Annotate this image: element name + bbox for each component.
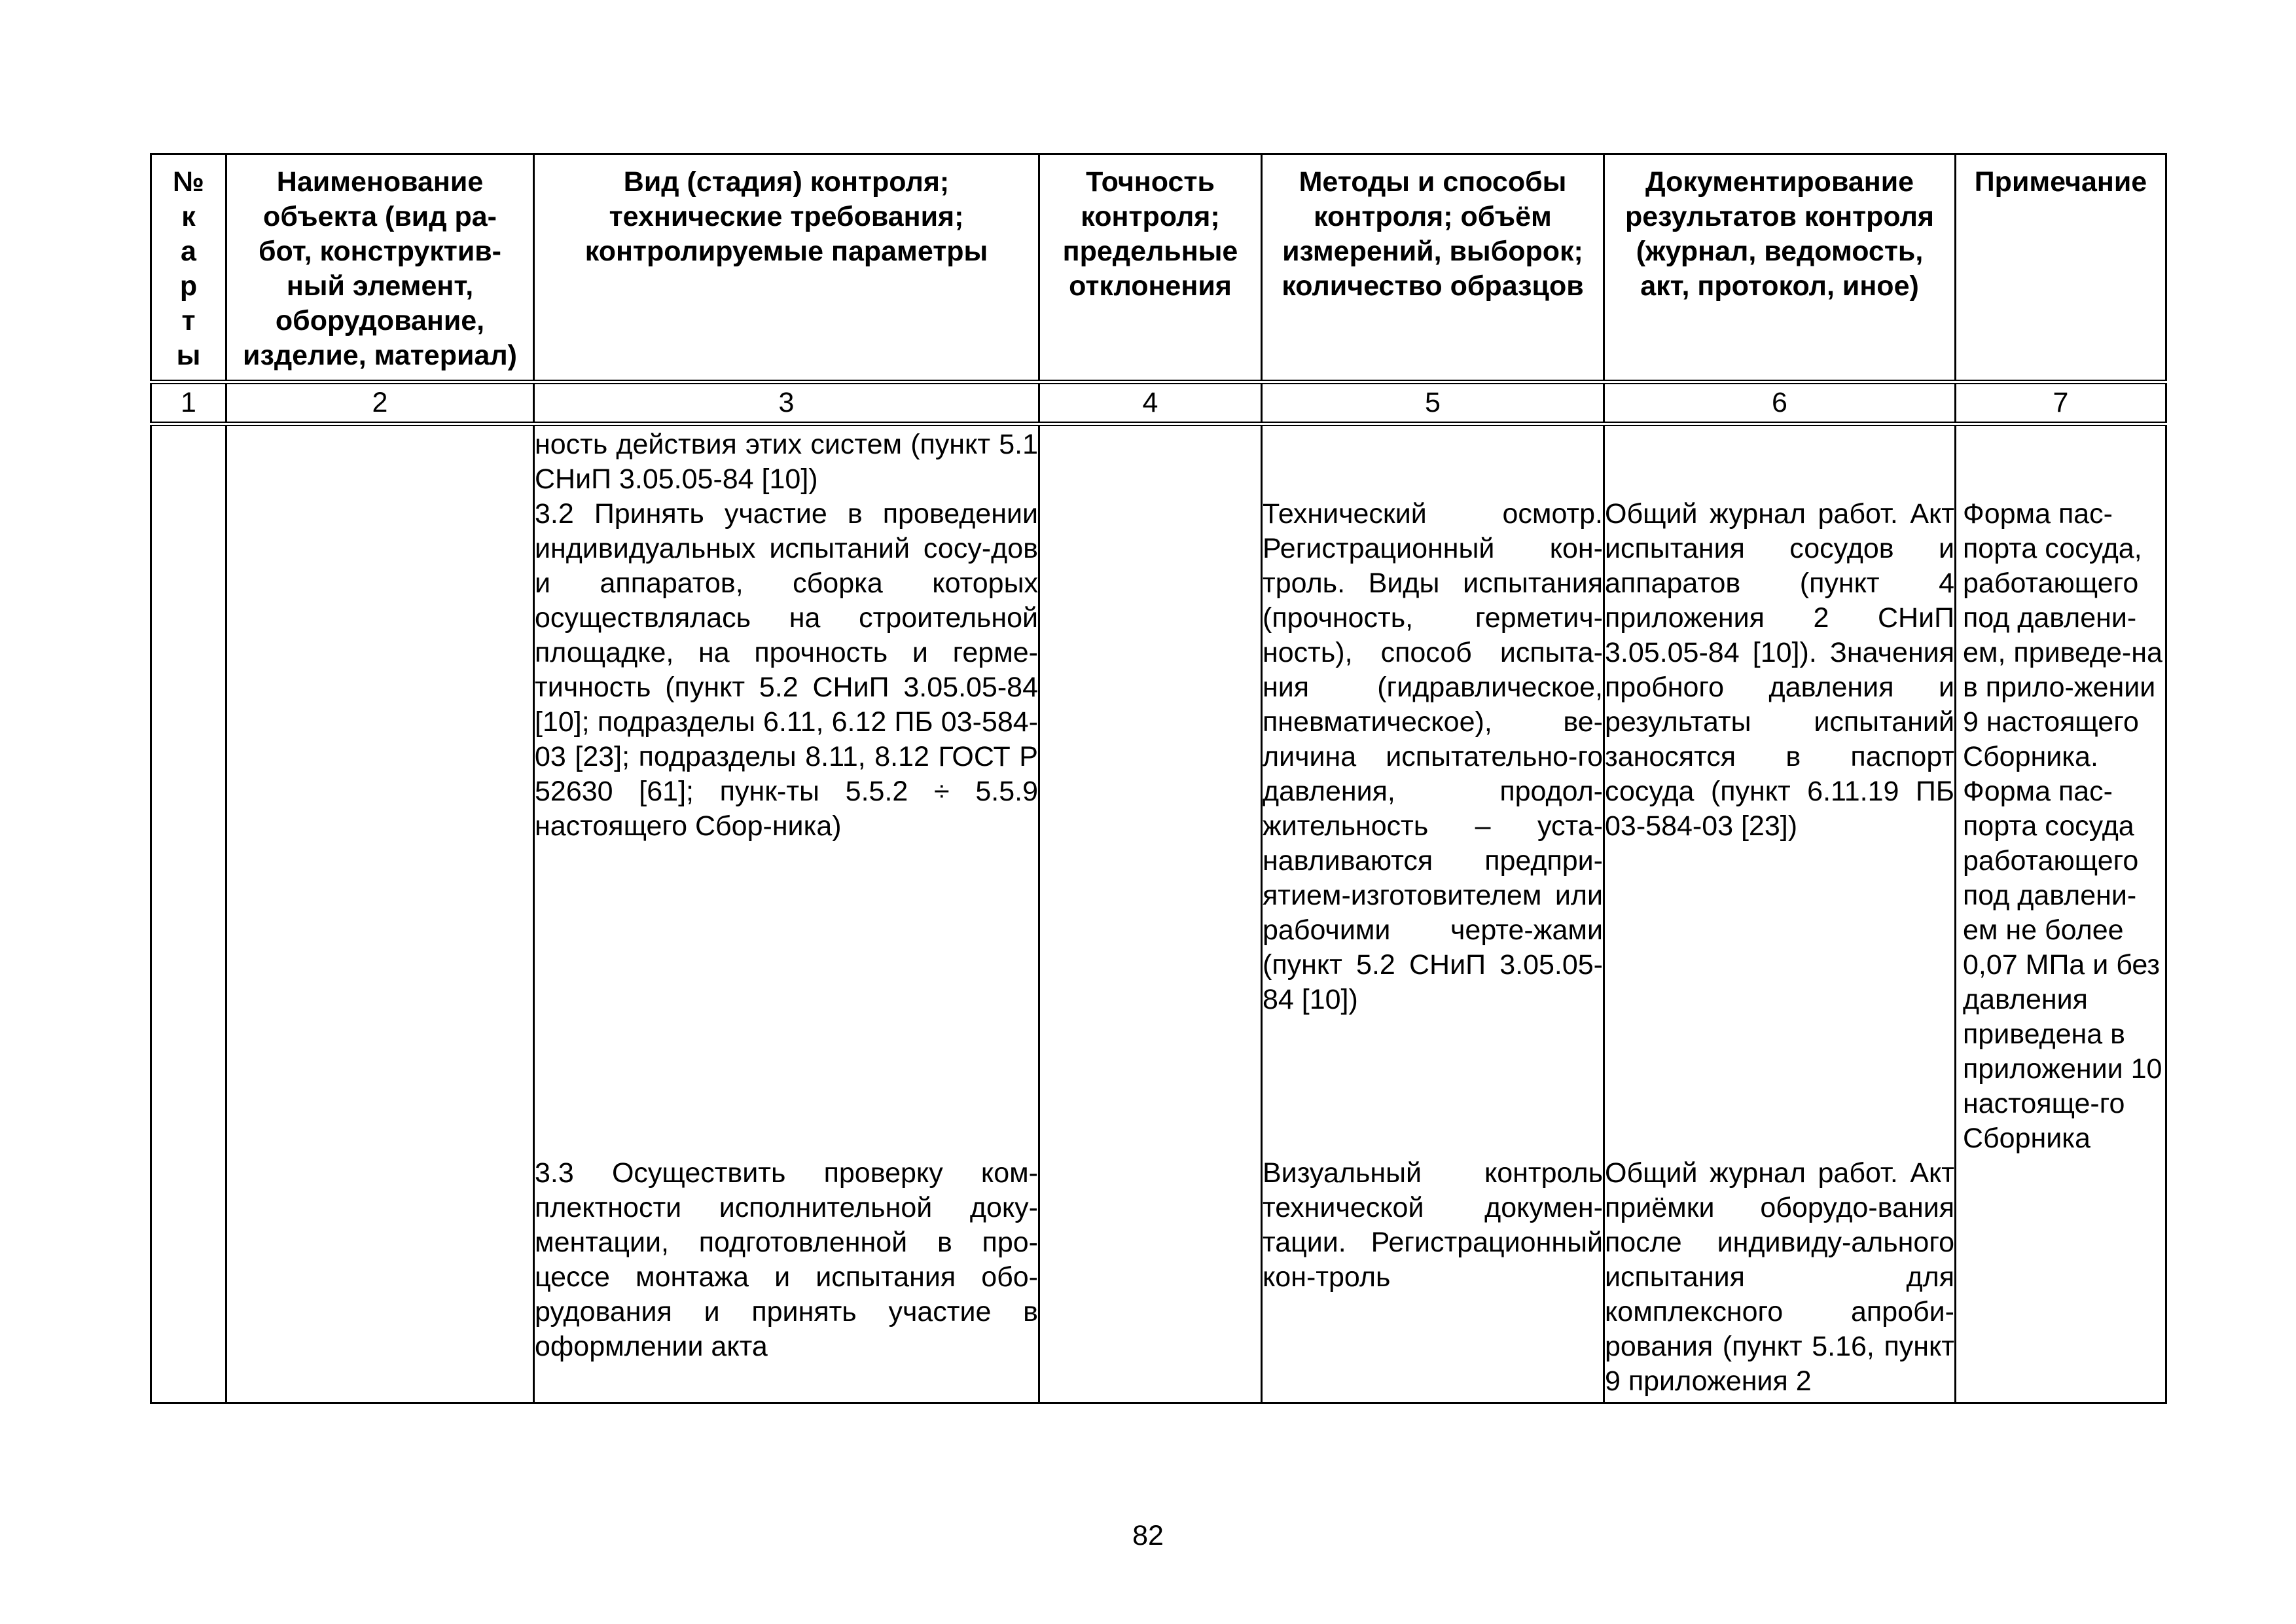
page-number: 82 xyxy=(1132,1520,1164,1551)
cell-documentation: Общий журнал работ. Акт испытания сосудов и аппаратов (пункт 4 приложения 2 СНиП 3.05.05-84 [10]). Значения пробного давления и результаты испытаний заносятся в паспорт сосуда (пункт 6.11.19 ПБ 03-584-03 [23]) xyxy=(1604,497,1956,1156)
column-number: 3 xyxy=(534,382,1039,424)
table-row xyxy=(151,497,2166,1156)
table-row xyxy=(151,1156,2166,1403)
column-number: 1 xyxy=(151,382,226,424)
header-note: Примечание xyxy=(1956,154,2166,382)
column-number: 2 xyxy=(226,382,534,424)
column-number-row xyxy=(151,382,2166,424)
cell-note: Форма пас-порта сосуда, работающего под давлени-ем, приведе-на в прило-жении 9 настоящего Сборника. Форма пас-порта сосуда работающего под давлени-ем не более 0,07 МПа и без давления приведена в приложении 10 настояще-го Сборника xyxy=(1956,497,2166,1156)
table-row xyxy=(151,424,2166,497)
column-number: 7 xyxy=(1956,382,2166,424)
header-control-type: Вид (стадия) контроля; технические требования; контролируемые параметры xyxy=(534,154,1039,382)
cell-documentation: Общий журнал работ. Акт приёмки оборудо-вания после индивиду-ального испытания для комплексного апроби-рования (пункт 5.16, пункт 9 приложения 2 xyxy=(1604,1156,1956,1403)
column-number: 6 xyxy=(1604,382,1956,424)
column-number: 4 xyxy=(1039,382,1262,424)
header-object-name: Наименование объекта (вид ра- бот, конструктив- ный элемент, оборудование, изделие, материал) xyxy=(226,154,534,382)
cell-methods: Технический осмотр. Регистрационный кон-троль. Виды испытания (прочность, герметич-ность), способ испыта-ния (гидравлическое, пневматическое), ве-личина испытательно-го давления, продол-жительность – уста-навливаются предпри-ятием-изготовителем или рабочими черте-жами (пункт 5.2 СНиП 3.05.05-84 [10]) xyxy=(1262,497,1604,1156)
header-row xyxy=(151,154,2166,382)
control-table xyxy=(150,153,2167,1404)
header-accuracy: Точность контроля; предельные отклонения xyxy=(1039,154,1262,382)
header-methods: Методы и способы контроля; объём измерений, выборок; количество образцов xyxy=(1262,154,1604,382)
cell-control-type: 3.3 Осуществить проверку ком-плектности исполнительной доку-ментации, подготовленной в про-цессе монтажа и испытания обо-рудования и принять участие в оформлении акта xyxy=(534,1156,1039,1403)
cell-control-type: 3.2 Принять участие в проведении индивидуальных испытаний сосу-дов и аппаратов, сборка которых осуществлялась на строительной площадке, на прочность и герме-тичность (пункт 5.2 СНиП 3.05.05-84 [10]; подразделы 6.11, 6.12 ПБ 03-584-03 [23]; подразделы 8.11, 8.12 ГОСТ Р 52630 [61]; пунк-ты 5.5.2 ÷ 5.5.9 настоящего Сбор-ника) xyxy=(534,497,1039,1156)
cell-control-type: ность действия этих систем (пункт 5.1 СНиП 3.05.05-84 [10]) xyxy=(534,424,1039,497)
column-number: 5 xyxy=(1262,382,1604,424)
cell-methods: Визуальный контроль технической докумен-тации. Регистрационный кон-троль xyxy=(1262,1156,1604,1403)
header-documentation: Документирование результатов контроля (журнал, ведомость, акт, протокол, иное) xyxy=(1604,154,1956,382)
header-card-number: № к а р т ы xyxy=(151,154,226,382)
